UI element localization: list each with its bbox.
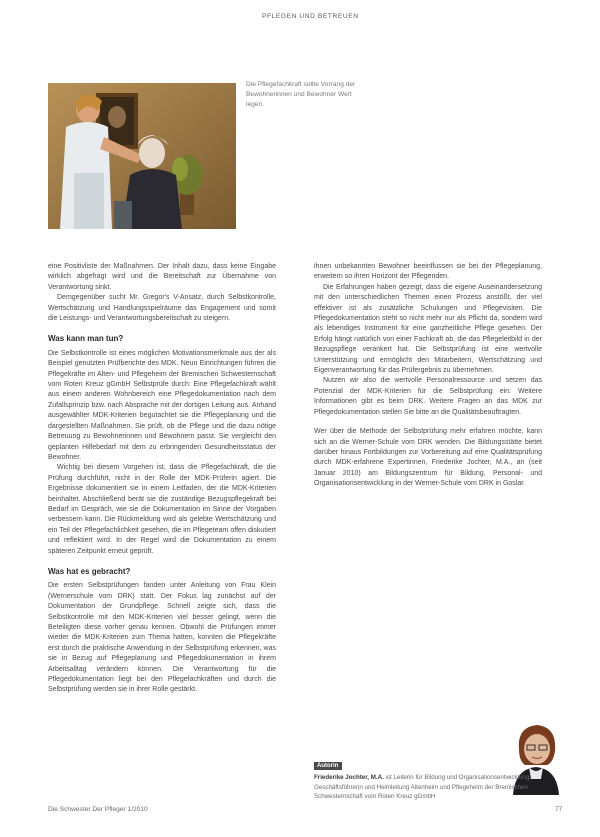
section-1-paragraph-1: Die Selbstkontrolle ist eines möglichen Motivationsmerkmale aus der als Beispiel genutzten Prüfberichte des MDK. Neun Einrichtungen führen die Pflegekräfte im Alten- und Pflegeheim der Bremischen Schwesternschaft vom Roten Kreuz gGmbH Selbstprüfe durch: Eine Pflegefachkraft wählt aus einem anderen Wohnbereich eine Pflegedokumentation nach dem Zufallsprinzip bzw. nach Absprache mit der dortigen Leitung aus. Anhand ausgewählter MDK-Kriterien begutachtet sie die Pflegeplanung und die dargestellten Maßnahmen. Sie prüft, ob die Pflege und die dazu nötige Betreuung zu Bewohnerinnen und Bewohnern passt. Sie vergleicht den geplanten Hilfebedarf mit dem zu erbringenden Gesundheitsstatus der Bewohner.	[48, 349, 276, 461]
heading-what-did-it-bring: Was hat es gebracht?	[48, 566, 131, 576]
footer-publication: Die Schwester Der Pfleger 1/2010	[48, 806, 148, 813]
intro-paragraph-1: eine Positivliste der Maßnahmen. Der Inhalt dazu, dass keine Eingabe wirklich abgefragt wird und die Bereitschaft zur Übernahme von Verantwortung sinkt.	[48, 263, 276, 291]
heading-what-can-be-done: Was kann man tun?	[48, 334, 124, 344]
article-photo	[48, 83, 236, 229]
paragraph-spacer	[314, 418, 542, 427]
right-column	[314, 262, 542, 490]
author-label: Autorin	[314, 762, 342, 770]
photo-caption: Die Pflegefachkraft sollte Vorrang der Bewohnerinnen und Bewohner Wert legen.	[246, 81, 356, 108]
right-paragraph-4: Wer über die Methode der Selbstprüfung mehr erfahren möchte, kann sich an die Werner-Schule vom DRK wenden. Die Bildungsstätte bietet darüber hinaus Fortbildungen zur Vorbereitung auf eine Qualitätsprüfung durch MDK-erfahrene Expertinnen, Friederike Jochter, M.A., an (seit Januar 2010) am Bildungszentrum für Bildung, Personal- und Organisationsentwicklung in der Werner-Schule vom DRK in Goslar.	[314, 428, 542, 488]
page-number: 77	[555, 806, 563, 813]
right-paragraph-1: ihnen unbekannten Bewohner beeinflussen sie bei der Pflegeplanung, erweitern so ihren Horizont der Pflegenden.	[314, 263, 542, 281]
right-paragraph-3: Nutzen wir also die wertvolle Personalressource und setzen das Potenzial der MDK-Kriterien für die Selbstprüfung ein: Weitere Informationen gibt es beim DRK. Weitere Fragen an das MDK zur Pflegedokumentation stellen Sie bitte an die Qualitätsbeauftragten.	[314, 377, 542, 416]
nurse-resident-photo	[48, 83, 236, 229]
author-bio	[314, 773, 564, 802]
author-name: Friederike Jochter, M.A.	[314, 774, 384, 781]
right-paragraph-2: Die Erfahrungen haben gezeigt, dass die eigene Auseinandersetzung mit den unterschiedlichen Themen einen Prozess anstößt, der viel effektiver ist als zusätzliche Schulungen und Pflegevisiten. Die Pflegedokumentation steht so nicht mehr nur als Pflicht da, sondern wird als lebendiges Instrument für eine ganzheitliche Pflege gesehen. Der Erfolg hängt natürlich von einer Fachkraft ab, die das Pflegeleitbild in der Bezugspflege verankert hat. Die Selbstprüfung ist eine wertvolle Unterstützung und ermöglicht den Mitarbeitern, Wertschätzung und Eigenverantwortung für das Prüfergebnis zu übernehmen.	[314, 283, 542, 375]
author-bio-text: ist Leiterin für Bildung und Organisationsentwicklung, Geschäftsführerin und Heimleitung Altenheim und Pflegeheim der Bremischen Schwesternschaft vom Roten Kreuz gGmbH	[314, 774, 532, 801]
section-2-paragraph: Die ersten Selbstprüfungen fanden unter Anleitung von Frau Klein (Wernerschule vom DRK) statt. Der Fokus lag zunächst auf der Dokumentation der Grundpflege. Schnell zeigte sich, dass die Selbstkontrolle mit den MDK-Kriterien viel besser gelingt, wenn die Beteiligten diese vorher genau kennen. Obwohl die Prüfungen immer wieder die MDK-Kriterien zum Thema hatten, konnten die Pflegekräfte erst durch die praktische Anwendung in der Selbstprüfung erkennen, was sie in Bezug auf Pflegeplanung und Pflegedokumentation in ihrem Arbeitsalltag verändern können. Die Verantwortung für die Pflegedokumentation liegt bei den Pflegefachkräften und durch die Selbstprüfung werden sie in ihrer Rolle gestärkt.	[48, 582, 276, 694]
intro-paragraph-2: Demgegenüber sucht Mr. Gregor's V-Ansatz, durch Selbstkontrolle, Wertschätzung und Handlungsspielräume das Engagement und somit die Leistungs- und Verantwortungsbereitschaft zu steigern.	[48, 294, 276, 323]
section-1-paragraph-2: Wichtig bei diesem Vorgehen ist, dass die Pflegefachkraft, die die Prüfung durchführt, nicht in der Rolle der MDK-Prüferin agiert. Die Ergebnisse dokumentiert sie in einem Leitfaden, der die MDK-Kriterien beinhaltet. Abschließend berät sie die zuständige Bezugspflegekraft bei Bedarf im Gespräch, wie sie die Dokumentation im Sinne der Vorgaben verbessern kann. Die Rückmeldung wird als gelebte Wertschätzung und ein Teil der Pflegefachlichkeit gesehen, die im Pflegeteam offen diskutiert und reflektiert wird. In der Regel wird die Dokumentation zu einem späteren Zeitpunkt erneut geprüft.	[48, 464, 276, 555]
left-column	[48, 262, 276, 696]
section-header: PFLEGEN UND BETREUEN	[262, 13, 359, 20]
